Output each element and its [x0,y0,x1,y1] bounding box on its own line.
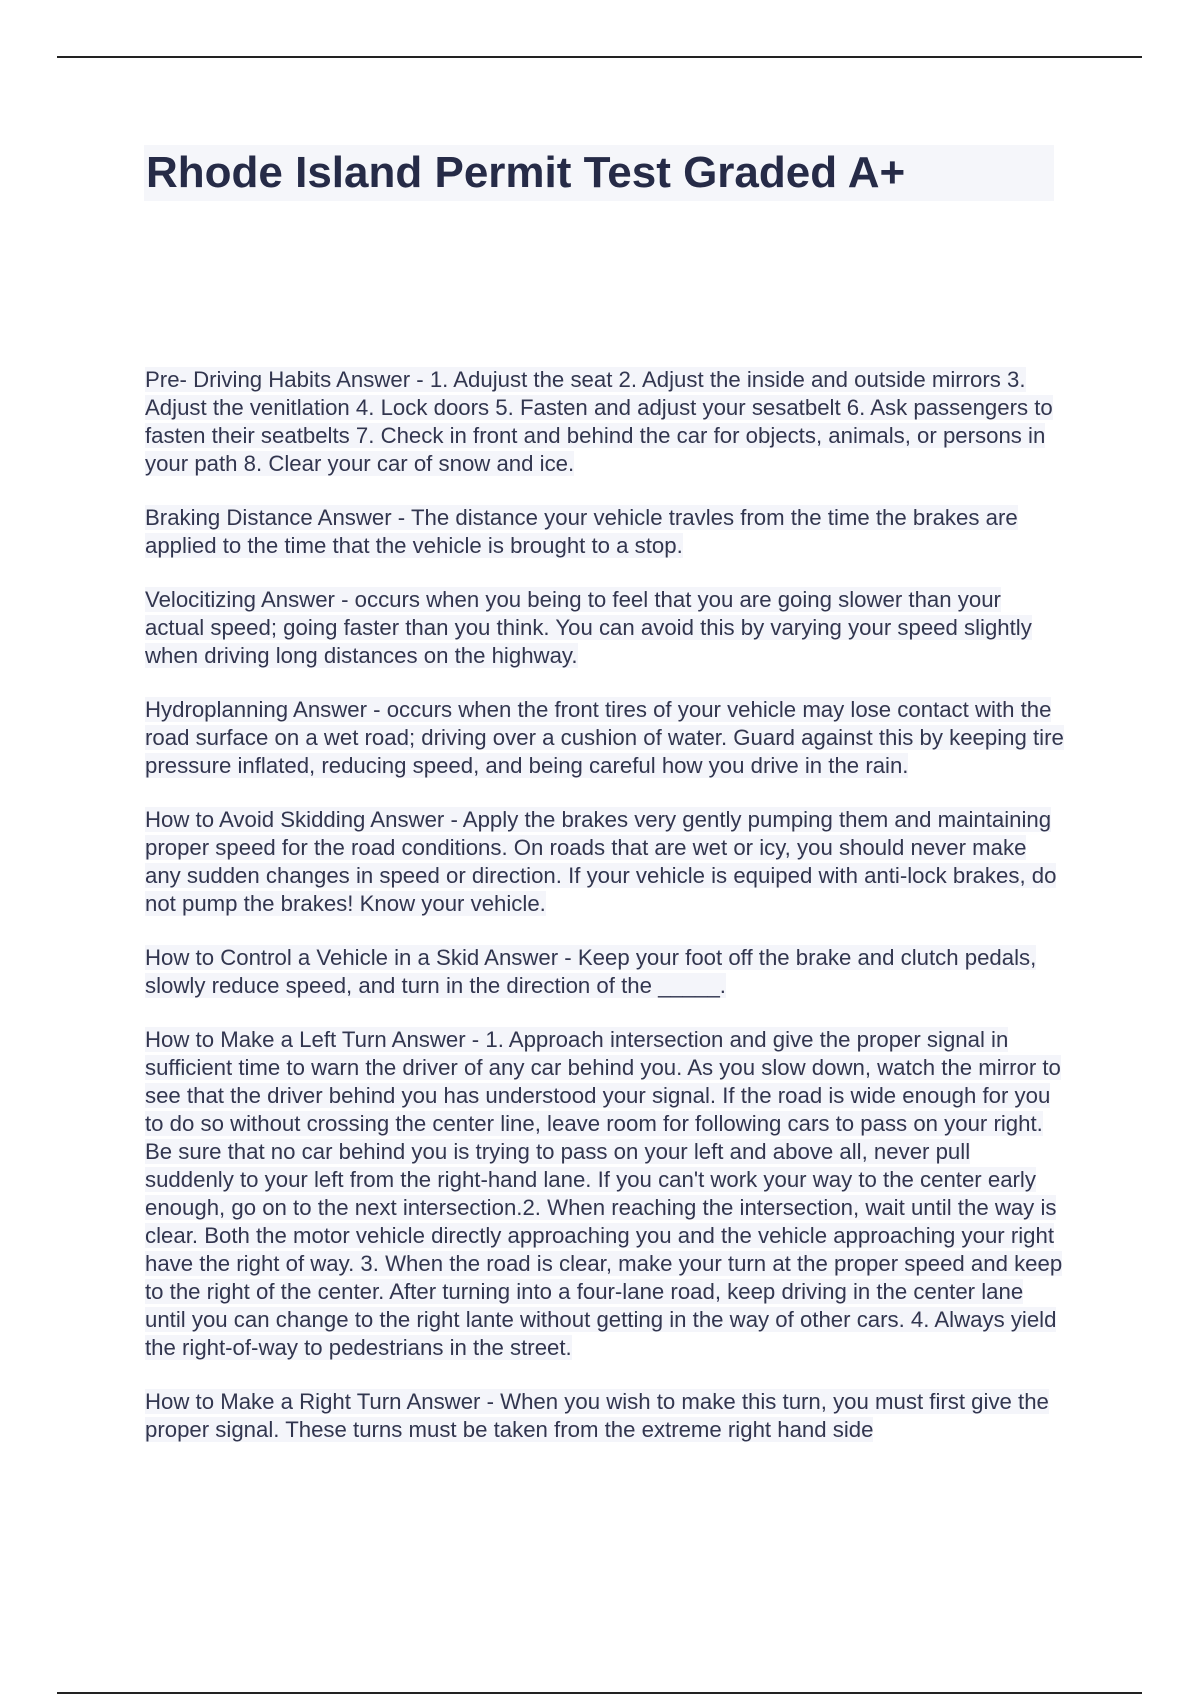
qa-entry-velocitizing [145,586,1065,670]
qa-entry-right-turn [145,1388,1065,1444]
qa-entry-hydroplanning [145,696,1065,780]
qa-entry-text: Hydroplanning Answer - occurs when the front tires of your vehicle may lose contact with the road surface on a wet road; driving over a cushion of water. Guard against this by keeping tire pressure inflated, reducing speed, and being careful how you drive in the rain. [145,697,1064,778]
qa-entry-control-skid [145,944,1065,1000]
qa-list [145,366,1065,1470]
qa-entry-braking-distance [145,504,1065,560]
top-divider [57,56,1142,58]
qa-entry-avoid-skidding [145,806,1065,918]
document-title: Rhode Island Permit Test Graded A+ [146,148,906,197]
qa-entry-text: How to Avoid Skidding Answer - Apply the brakes very gently pumping them and maintaining proper speed for the road conditions. On roads that are wet or icy, you should never make any sudden changes in speed or direction. If your vehicle is equiped with anti-lock brakes, do not pump the brakes! Know your vehicle. [145,807,1057,916]
qa-entry-text: Velocitizing Answer - occurs when you being to feel that you are going slower than your actual speed; going faster than you think. You can avoid this by varying your speed slightly when driving long distances on the highway. [145,587,1032,668]
qa-entry-left-turn [145,1026,1065,1362]
qa-entry-text: How to Control a Vehicle in a Skid Answer - Keep your foot off the brake and clutch pedals, slowly reduce speed, and turn in the direction of the _____. [145,945,1037,998]
qa-entry-text: Pre- Driving Habits Answer - 1. Adujust the seat 2. Adjust the inside and outside mirrors 3. Adjust the venitlation 4. Lock doors 5. Fasten and adjust your sesatbelt 6. Ask passengers to fasten their seatbelts 7. Check in front and behind the car for objects, animals, or persons in your path 8. Clear your car of snow and ice. [145,367,1053,476]
qa-entry-pre-driving-habits [145,366,1065,478]
qa-entry-text: How to Make a Right Turn Answer - When you wish to make this turn, you must first give the proper signal. These turns must be taken from the extreme right hand side [145,1389,1049,1442]
qa-entry-text: How to Make a Left Turn Answer - 1. Approach intersection and give the proper signal in sufficient time to warn the driver of any car behind you. As you slow down, watch the mirror to see that the driver behind you has understood your signal. If the road is wide enough for you to do so without crossing the center line, leave room for following cars to pass on your right. Be sure that no car behind you is trying to pass on your left and above all, never pull suddenly to your left from the right-hand lane. If you can't work your way to the center early enough, go on to the next intersection.2. When reaching the intersection, wait until the way is clear. Both the motor vehicle directly approaching you and the vehicle approaching your right have the right of way. 3. When the road is clear, make your turn at the proper speed and keep to the right of the center. After turning into a four-lane road, keep driving in the center lane until you can change to the right lante without getting in the way of other cars. 4. Always yield the right-of-way to pedestrians in the street. [145,1027,1063,1360]
bottom-divider [57,1692,1142,1694]
qa-entry-text: Braking Distance Answer - The distance your vehicle travles from the time the brakes are applied to the time that the vehicle is brought to a stop. [145,505,1018,558]
